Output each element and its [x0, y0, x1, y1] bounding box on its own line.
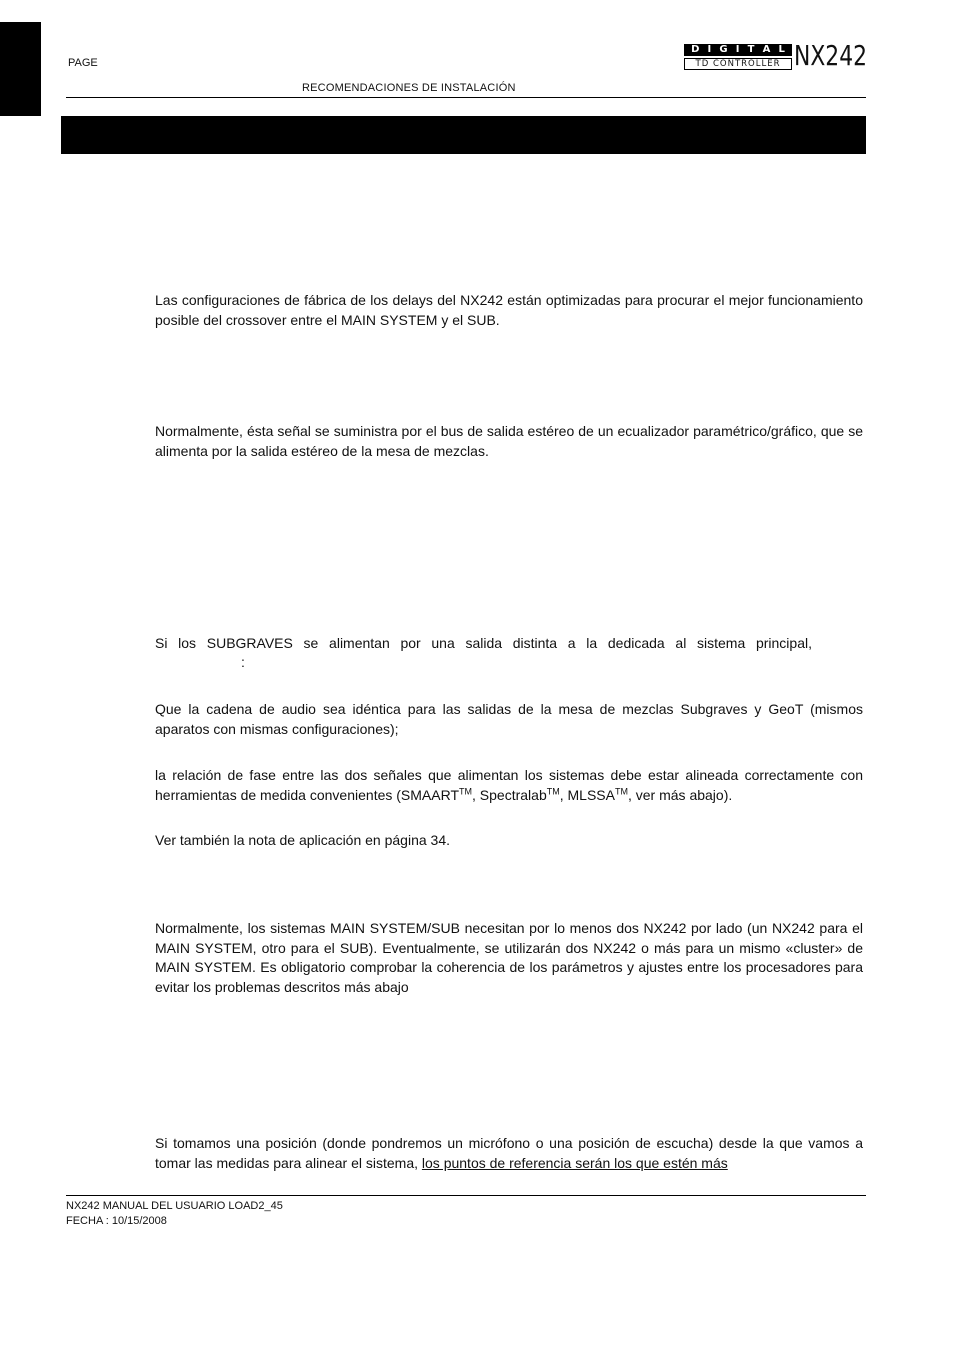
phase-text-b: , Spectralab — [472, 786, 547, 803]
logo-letter: G — [719, 44, 728, 55]
logo-digital-box — [684, 44, 792, 56]
reference-text: Si tomamos una posición (donde pondremos un micrófono o una posición de escucha) desde la que vamos a tomar las medidas para alinear el sistema, — [155, 1135, 863, 1171]
paragraph-subwoofer-colon: : — [241, 654, 245, 670]
side-tab-marker — [0, 22, 41, 116]
logo-letter: D — [691, 44, 700, 55]
paragraph-subwoofer-feed — [155, 634, 812, 654]
page-label: PAGE — [68, 57, 98, 69]
paragraph-subwoofer-feed-text: Si los SUBGRAVES se alimentan por una salida distinta a la dedicada al sistema principal, — [155, 635, 812, 651]
trademark-sup: TM — [614, 785, 628, 796]
header-divider — [66, 97, 866, 98]
phase-text-d: , ver más abajo). — [627, 786, 733, 803]
trademark-sup: TM — [459, 785, 473, 796]
paragraph-phase-alignment — [155, 766, 863, 805]
paragraph-multiple-processors: Normalmente, los sistemas MAIN SYSTEM/SUB necesitan por lo menos dos NX242 por lado (un NX242 para el MAIN SYSTEM, otro para el SUB). Eventualmente, se utilizarán dos NX242 o más para un mismo «cluster» de MAIN SYSTEM. Es obligatorio comprobar la coherencia de los parámetros y ajustes entre los procesadores para evitar los problemas descritos más abajo — [155, 920, 863, 995]
section-title: RECOMENDACIONES DE INSTALACIÓN — [302, 82, 516, 94]
logo-letter: I — [735, 44, 740, 55]
logo-letter: A — [762, 44, 771, 55]
footer-date: FECHA : 10/15/2008 — [66, 1215, 167, 1227]
logo-letter: L — [778, 44, 785, 55]
phase-text-a: la relación de fase entre las dos señales que alimentan los sistemas debe estar alineada correctamente con herramientas de medida convenientes (SMAART — [155, 767, 863, 803]
paragraph-delay-settings: Las configuraciones de fábrica de los delays del NX242 están optimizadas para procurar el mejor funcionamiento posible del crossover entre el MAIN SYSTEM y el SUB. — [155, 292, 863, 328]
paragraph-application-note: Ver también la nota de aplicación en página 34. — [155, 832, 450, 848]
paragraph-reference-points — [155, 1134, 863, 1173]
trademark-sup: TM — [546, 785, 560, 796]
paragraph-signal-source: Normalmente, ésta señal se suministra por el bus de salida estéreo de un ecualizador paramétrico/gráfico, que se alimenta por la salida estéreo de la mesa de mezclas. — [155, 423, 863, 459]
logo-model: NX242 — [794, 39, 867, 72]
phase-text-c: , MLSSA — [559, 786, 615, 803]
reference-underlined-text: los puntos de referencia serán los que estén más — [421, 1154, 728, 1171]
paragraph-audio-chain: Que la cadena de audio sea idéntica para las salidas de la mesa de mezclas Subgraves y GeoT (mismos aparatos con mismas configuraciones); — [155, 701, 863, 737]
footer-divider — [66, 1195, 866, 1196]
logo-letter: I — [707, 44, 712, 55]
footer-manual-title: NX242 MANUAL DEL USUARIO LOAD2_45 — [66, 1200, 283, 1212]
digital-td-controller-logo — [684, 39, 868, 72]
section-heading-band — [61, 116, 866, 154]
logo-subtitle: TD CONTROLLER — [684, 58, 792, 70]
logo-letter: T — [747, 44, 755, 55]
